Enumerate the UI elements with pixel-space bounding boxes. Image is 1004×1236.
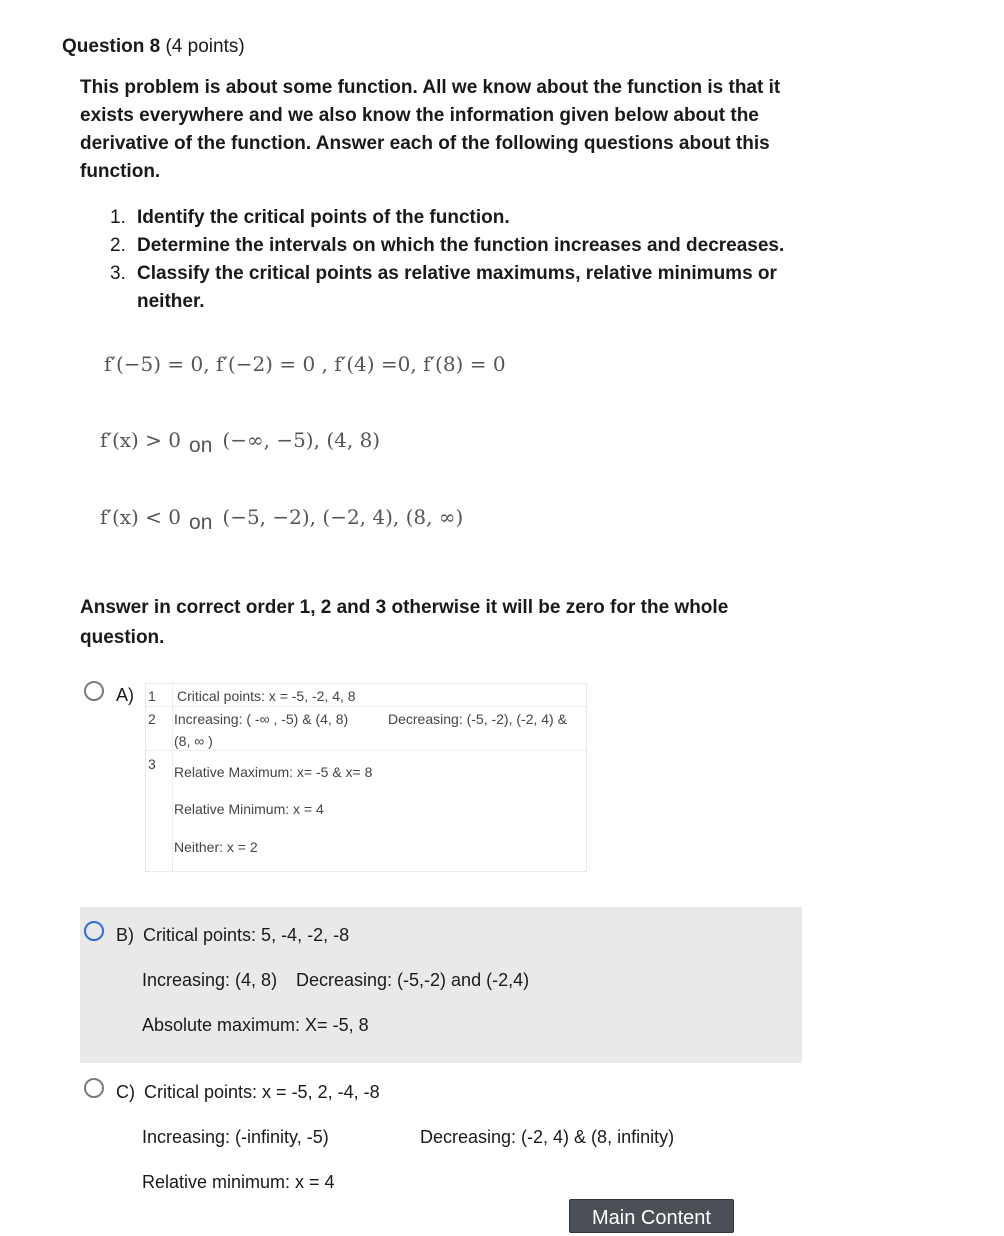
table-divider [146,706,586,707]
task-item: 3. Classify the critical points as relative maximums, relative minimums or neither. [110,263,777,312]
row-number: 1 [148,688,156,704]
task-item: 1. Identify the critical points of the function. [110,207,510,228]
decreasing-text: Decreasing: (-5, -2), (-2, 4) & [388,711,567,727]
option-c-label: C) [116,1082,135,1102]
option-c-decreasing: Decreasing: (-2, 4) & (8, infinity) [420,1127,675,1147]
option-c-increasing: Increasing: (-infinity, -5) [142,1127,329,1147]
question-points: (4 points) [165,36,245,57]
critical-points-text: Critical points: x = -5, -2, 4, 8 [177,688,356,704]
task-item: 2. Determine the intervals on which the function increases and decreases. [110,235,785,256]
decreasing-continued: (8, ∞ ) [174,733,213,749]
task-list [110,204,800,316]
option-b-increasing: Increasing: (4, 8) [142,970,278,990]
question-number: Question 8 [62,36,161,57]
option-b-critical: Critical points: 5, -4, -2, -8 [143,925,350,945]
option-b-first-line[interactable] [116,925,349,946]
table-divider [146,750,586,751]
row-number: 3 [148,756,156,772]
option-b-decreasing: Decreasing: (-5,-2) and (-2,4) [296,970,530,990]
table-divider [172,684,173,871]
question-title [62,36,245,58]
main-content-button[interactable]: Main Content [569,1199,734,1233]
option-c-critical: Critical points: x = -5, 2, -4, -8 [144,1082,380,1102]
option-c-radio[interactable] [84,1078,104,1098]
option-a-answer-table [145,683,587,872]
relative-max-text: Relative Maximum: x= -5 & x= 8 [174,764,373,780]
question-prompt: This problem is about some function. All we know about the function is that it exists everywhere and we also know the information given below about the derivative of the function. Answer each of the following questions about this function. [80,77,781,182]
option-a-radio[interactable] [84,681,104,701]
option-b-label: B) [116,925,134,945]
neither-text: Neither: x = 2 [174,839,258,855]
option-b-max: Absolute maximum: X= -5, 8 [142,1015,369,1035]
option-c-first-line[interactable] [116,1082,380,1103]
derivative-positive: f′(x) > 0 on (−∞, −5), (4, 8) [100,428,381,457]
option-c-min: Relative minimum: x = 4 [142,1172,335,1192]
derivative-zeros: f′(−5) = 0, f′(−2) = 0 , f′(4) =0, f′(8) = 0 [104,352,506,376]
derivative-negative: f′(x) < 0 on (−5, −2), (−2, 4), (8, ∞) [100,505,464,534]
relative-min-text: Relative Minimum: x = 4 [174,801,324,817]
option-a-label[interactable]: A) [116,685,134,705]
increasing-text: Increasing: ( -∞ , -5) & (4, 8) [174,711,349,727]
row-number: 2 [148,711,156,727]
answer-instruction: Answer in correct order 1, 2 and 3 otherwise it will be zero for the whole question. [80,597,729,648]
option-b-radio[interactable] [84,921,104,941]
